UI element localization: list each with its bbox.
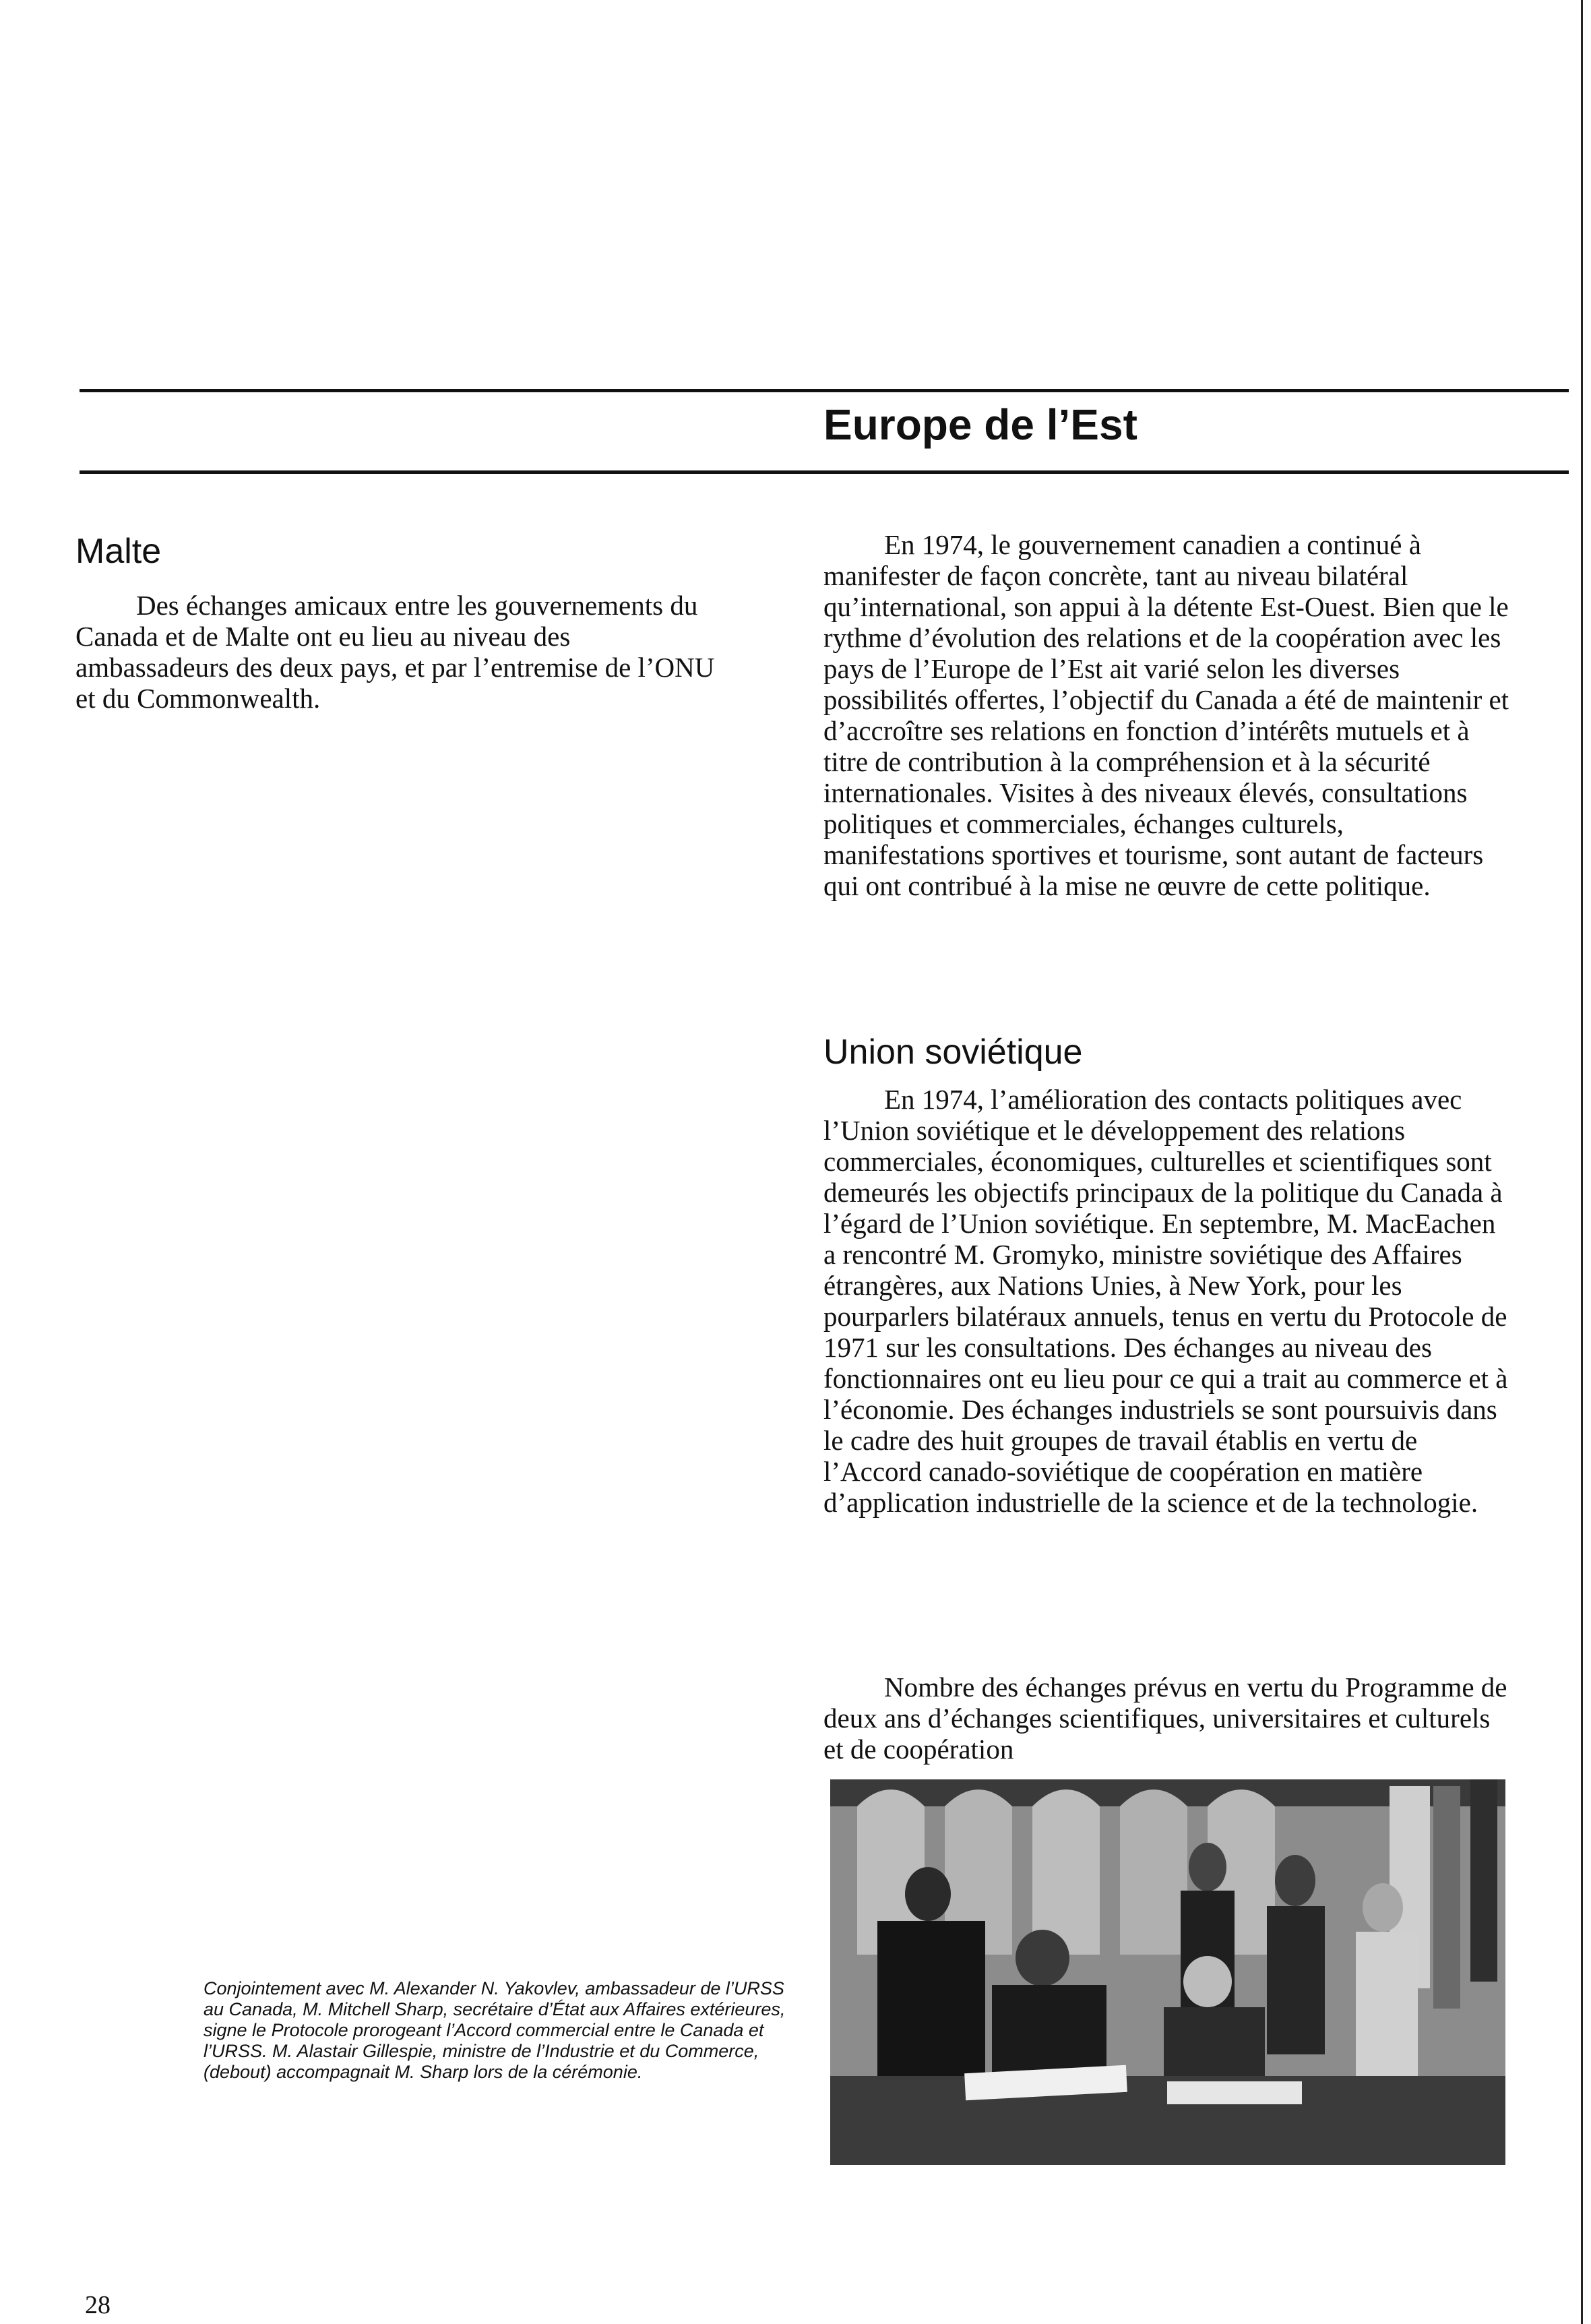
signing-ceremony-photo xyxy=(830,1779,1505,2165)
photo-caption: Conjointement avec M. Alexander N. Yakovlev, ambassadeur de l’URSS au Canada, M. Mitchell Sharp, secrétaire d’État aux Affaires extérieures, signe le Protocole prorogeant l’Accord commercial entre le Canada et l’URSS. M. Alastair Gillespie, ministre de l’Industrie et du Commerce, (debout) accompagnait M. Sharp lors de la cérémonie. xyxy=(204,1978,786,2082)
header-rule-top xyxy=(80,389,1569,392)
header-rule-bottom xyxy=(80,470,1569,474)
union-sovietique-paragraph-1: En 1974, l’amélioration des contacts politiques avec l’Union soviétique et le développement des relations commerciales, économiques, culturelles et scientifiques sont demeurés les objectifs principaux de la politique du Canada à l’égard de l’Union soviétique. En septembre, M. MacEachen a rencontré M. Gromyko, ministre soviétique des Affaires étrangères, aux Nations Unies, à New York, pour les pourparlers bilatéraux annuels, tenus en vertu du Protocole de 1971 sur les consultations. Des échanges au niveau des fonctionnaires ont eu lieu pour ce qui a trait au commerce et à l’économie. Des échanges industriels se sont poursuivis dans le cadre des huit groupes de travail établis en vertu de l’Accord canado-soviétique de coopération en matière d’application industrielle de la science et de la technologie. xyxy=(823,1084,1508,1518)
section-title: Europe de l’Est xyxy=(823,400,1137,449)
union-sovietique-paragraph-2: Nombre des échanges prévus en vertu du Programme de deux ans d’échanges scientifiques, universitaires et culturels et de coopération xyxy=(823,1672,1507,1765)
page-edge xyxy=(1581,0,1583,2324)
malte-paragraph: Des échanges amicaux entre les gouvernements du Canada et de Malte ont eu lieu au niveau des ambassadeurs des deux pays, et par l’entremise de l’ONU et du Commonwealth. xyxy=(75,590,715,714)
photo-illustration xyxy=(830,1779,1505,2165)
union-sovietique-heading: Union soviétique xyxy=(823,1033,1083,1072)
intro-paragraph: En 1974, le gouvernement canadien a continué à manifester de façon concrète, tant au niveau bilatéral qu’international, son appui à la détente Est-Ouest. Bien que le rythme d’évolution des relations et de la coopération avec les pays de l’Europe de l’Est ait varié selon les diverses possibilités offertes, l’objectif du Canada a été de maintenir et d’accroître ses relations en fonction d’intérêts mutuels et à titre de contribution à la compréhension et à la sécurité internationales. Visites à des niveaux élevés, consultations politiques et commerciales, échanges culturels, manifestations sportives et tourisme, sont autant de facteurs qui ont contribué à la mise ne œuvre de cette politique. xyxy=(823,529,1509,901)
malte-heading: Malte xyxy=(75,532,162,571)
page-number: 28 xyxy=(85,2291,111,2319)
